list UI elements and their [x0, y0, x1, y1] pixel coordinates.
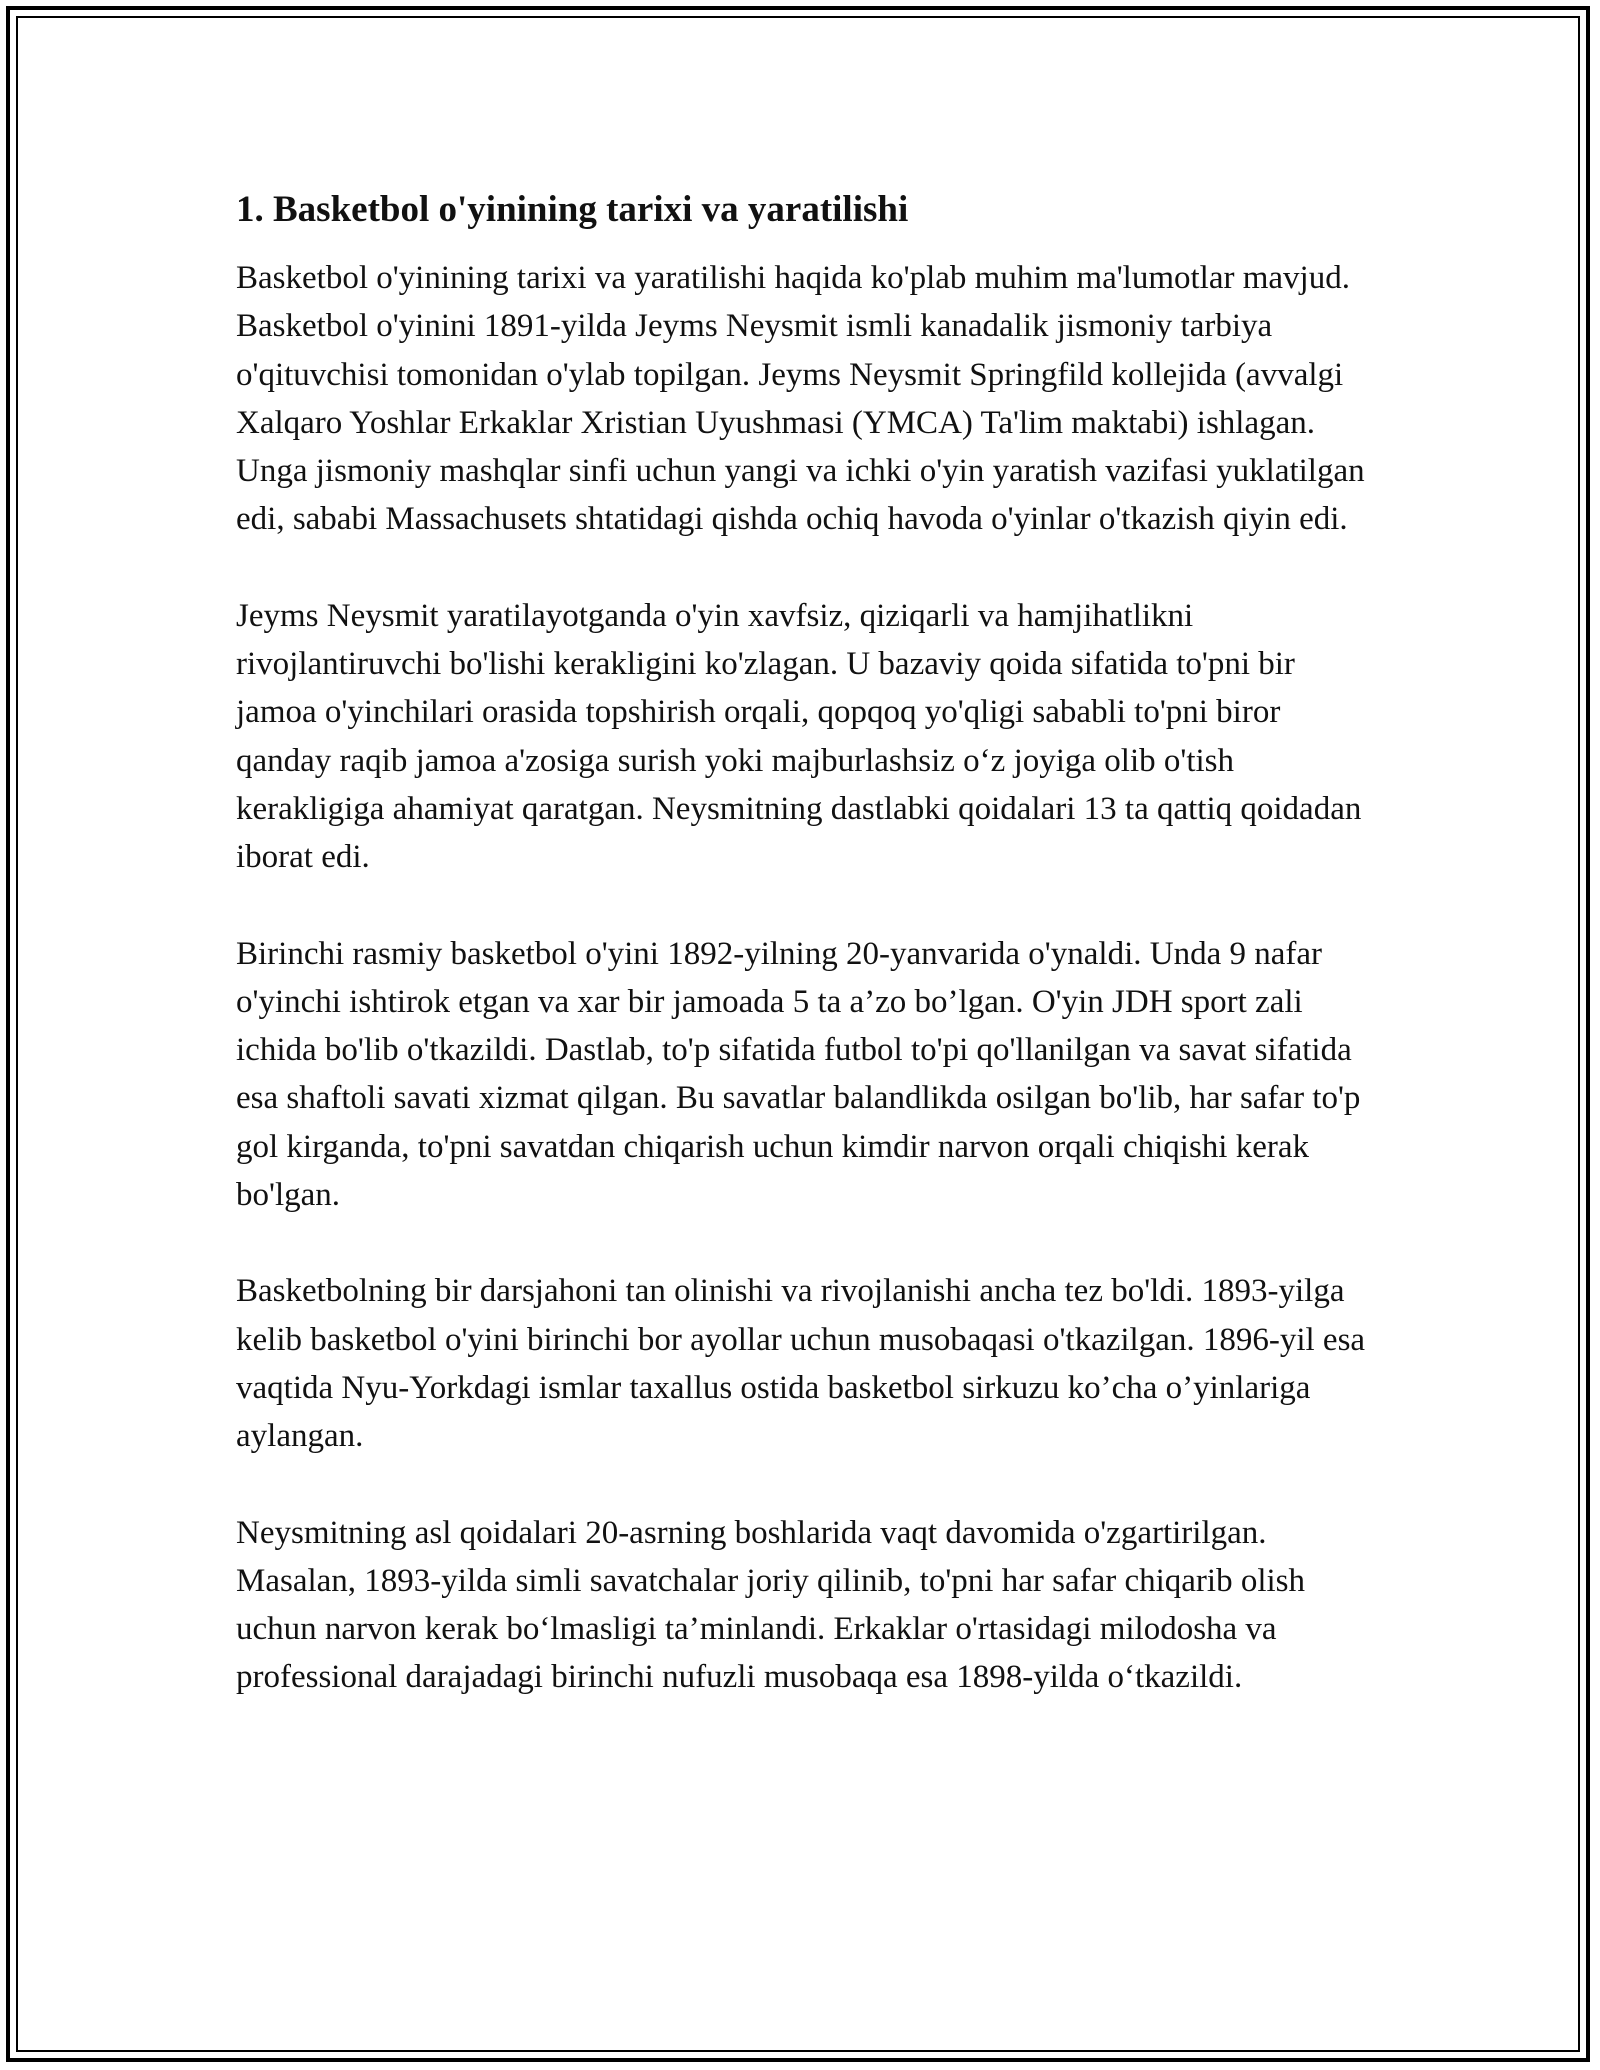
paragraph-2: Jeyms Neysmit yaratilayotganda o'yin xavfsiz, qiziqarli va hamjihatlikni rivojlantiruvchi bo'lishi kerakligini ko'zlagan. U bazaviy qoida sifatida to'pni bir jamoa o'yinchilari orasida topshirish orqali, qopqoq yo'qligi sababli to'pni biror qanday raqib jamoa a'zosiga surish yoki majburlashsiz o‘z joyiga olib o'tish kerakligiga ahamiyat qaratgan. Neysmitning dastlabki qoidalari 13 ta qattiq qoidadan iborat edi.	[236, 597, 1362, 876]
paragraph-4: Basketbolning bir darsjahoni tan olinishi va rivojlanishi ancha tez bo'ldi. 1893-yilga kelib basketbol o'yini birinchi bor ayollar uchun musobaqasi o'tkazilgan. 1896-yil esa vaqtida Nyu-Yorkdagi ismlar taxallus ostida basketbol sirkuzu ko’cha o’yinlariga aylangan.	[236, 1273, 1366, 1455]
document-body	[236, 186, 1376, 1750]
paragraph-5: Neysmitning asl qoidalari 20-asrning boshlarida vaqt davomida o'zgartirilgan. Masalan, 1893-yilda simli savatchalar joriy qilinib, to'pni har safar chiqarib olish uchun narvon kerak bo‘lmasligi ta’minlandi. Erkaklar o'rtasidagi milodosha va professional darajadagi birinchi nufuzli musobaqa esa 1898-yilda o‘tkazildi.	[236, 1514, 1306, 1696]
paragraph-1: Basketbol o'yinining tarixi va yaratilishi haqida ko'plab muhim ma'lumotlar mavjud. Basketbol o'yinini 1891-yilda Jeyms Neysmit ismli kanadalik jismoniy tarbiya o'qituvchisi tomonidan o'ylab topilgan. Jeyms Neysmit Springfild kollejida (avvalgi Xalqaro Yoshlar Erkaklar Xristian Uyushmasi (YMCA) Ta'lim maktabi) ishlagan. Unga jismoniy mashqlar sinfi uchun yangi va ichki o'yin yaratish vazifasi yuklatilgan edi, sababi Massachusets shtatidagi qishda ochiq havoda o'yinlar o'tkazish qiyin edi.	[236, 260, 1365, 538]
paragraph-3: Birinchi rasmiy basketbol o'yini 1892-yilning 20-yanvarida o'ynaldi. Unda 9 nafar o'yinchi ishtirok etgan va xar bir jamoada 5 ta a’zo bo’lgan. O'yin JDH sport zali ichida bo'lib o'tkazildi. Dastlab, to'p sifatida futbol to'pi qo'llanilgan va savat sifatida esa shaftoli savati xizmat qilgan. Bu savatlar balandlikda osilgan bo'lib, har safar to'p gol kirganda, to'pni savatdan chiqarish uchun kimdir narvon orqali chiqishi kerak bo'lgan.	[236, 935, 1361, 1214]
section-heading: 1. Basketbol o'yinining tarixi va yaratilishi	[236, 189, 909, 230]
